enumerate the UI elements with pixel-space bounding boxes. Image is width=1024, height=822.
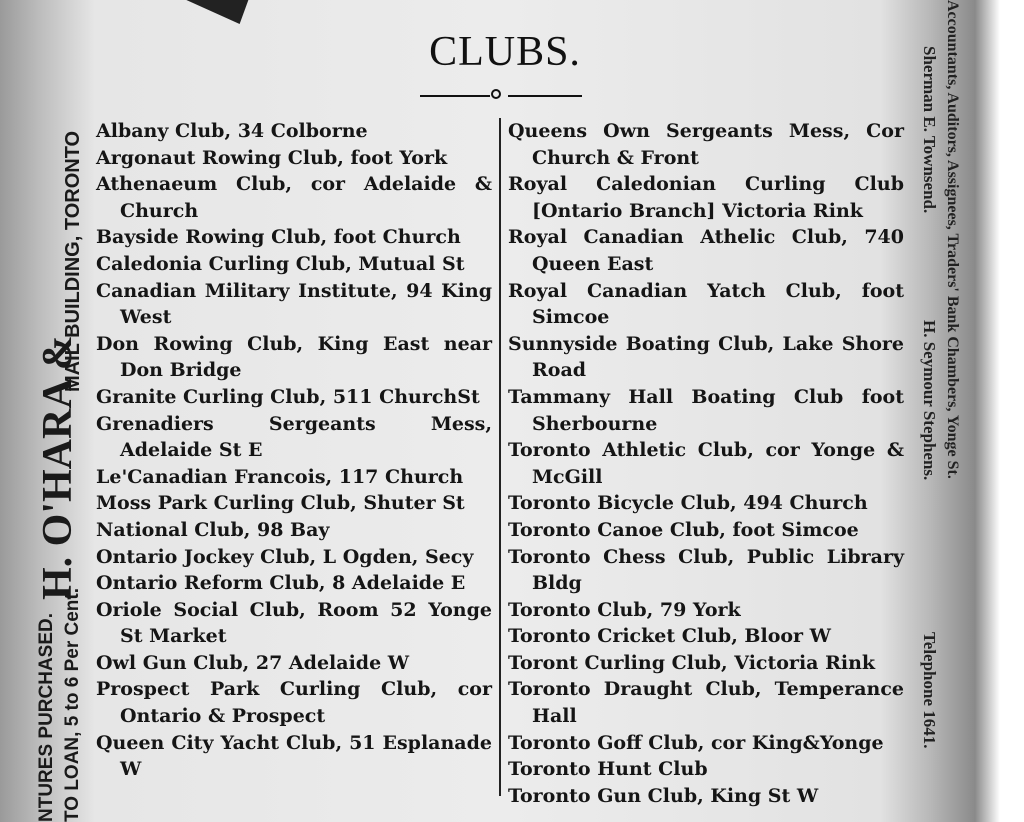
list-item: Royal Canadian Athelic Club, 740 Queen East [508,226,904,275]
list-item: Argonaut Rowing Club, foot York [96,146,448,169]
title-rule-left [420,95,490,97]
list-item: Ontario Jockey Club, L Ogden, Secy [96,545,474,568]
list-item: Toronto Cricket Club, Bloor W [508,625,832,648]
list-item: Moss Park Curling Club, Shuter St [96,492,465,515]
torn-corner [178,0,249,24]
list-item: Albany Club, 34 Colborne [96,120,368,142]
column-divider [499,118,501,796]
left-ad-address: MAIL BUILDING, TORONTO [62,130,84,392]
list-item: Oriole Social Club, Room 52 Yonge St Market [96,598,492,648]
list-item: National Club, 98 Bay [96,518,330,541]
list-item: Toronto Athletic Club, cor Yonge & McGill [508,439,904,488]
list-item: Athenaeum Club, cor Adelaide & Church [96,173,492,222]
list-item: Queen City Yacht Club, 51 Esplanade W [96,731,492,781]
list-item: Toronto Canoe Club, foot Simcoe [508,518,859,541]
list-item: Bayside Rowing Club, foot Church [96,226,461,249]
list-item: Prospect Park Curling Club, cor Ontario & Prospect [96,678,492,728]
right-club-list [508,118,904,809]
list-item: Don Rowing Club, King East near Don Bridge [96,332,492,382]
list-item: Tammany Hall Boating Club foot Sherbourne [508,385,904,435]
list-item: Queens Own Sergeants Mess, Cor Church & Front [508,120,904,169]
list-item: Le'Canadian Francois, 117 Church [96,465,464,488]
list-item: Grenadiers Sergeants Mess, Adelaide St E [96,412,492,462]
list-item: Granite Curling Club, 511 ChurchSt [96,385,480,408]
title-rule-ornament [491,89,501,99]
list-item: Royal Canadian Yatch Club, foot Simcoe [508,279,904,329]
page-title: CLUBS. [429,29,581,75]
right-ad-townsend: Sherman E. Townsend. [920,46,939,214]
list-item: Toronto Gun Club, King St W [508,784,819,807]
list-item: Owl Gun Club, 27 Adelaide W [96,651,410,674]
list-item: Sunnyside Boating Club, Lake Shore Road [508,332,904,382]
list-item: Toronto Club, 79 York [508,598,741,621]
right-ad-accountants: Accountants, Auditors, Assignees, Traders' Bank Chambers, Yonge St. [944,0,961,479]
right-ad-phone: Telephone 1641. [920,632,939,749]
left-club-list [96,118,492,783]
left-ad-loans: TO LOAN, 5 to 6 Per Cent. [62,587,83,822]
list-item: Canadian Military Institute, 94 King West [96,279,492,329]
list-item: Toront Curling Club, Victoria Rink [508,651,876,674]
left-ad-purchased: NTURES PURCHASED. [36,612,57,822]
left-margin-ad [0,0,95,822]
right-ad-stephens: H. Seymour Stephens. [920,320,939,481]
title-rule-right [508,95,582,97]
list-item: Ontario Reform Club, 8 Adelaide E [96,572,466,595]
right-margin-ad [905,0,965,822]
list-item: Toronto Chess Club, Public Library Bldg [508,545,904,595]
left-ad-name: H. O'HARA & [35,335,81,600]
list-item: Royal Caledonian Curling Club [Ontario Branch] Victoria Rink [508,173,904,222]
list-item: Toronto Goff Club, cor King&Yonge [508,731,884,754]
list-item: Toronto Draught Club, Temperance Hall [508,678,904,728]
list-item: Caledonia Curling Club, Mutual St [96,252,465,275]
list-item: Toronto Bicycle Club, 494 Church [508,492,868,515]
list-item: Toronto Hunt Club [508,758,708,781]
